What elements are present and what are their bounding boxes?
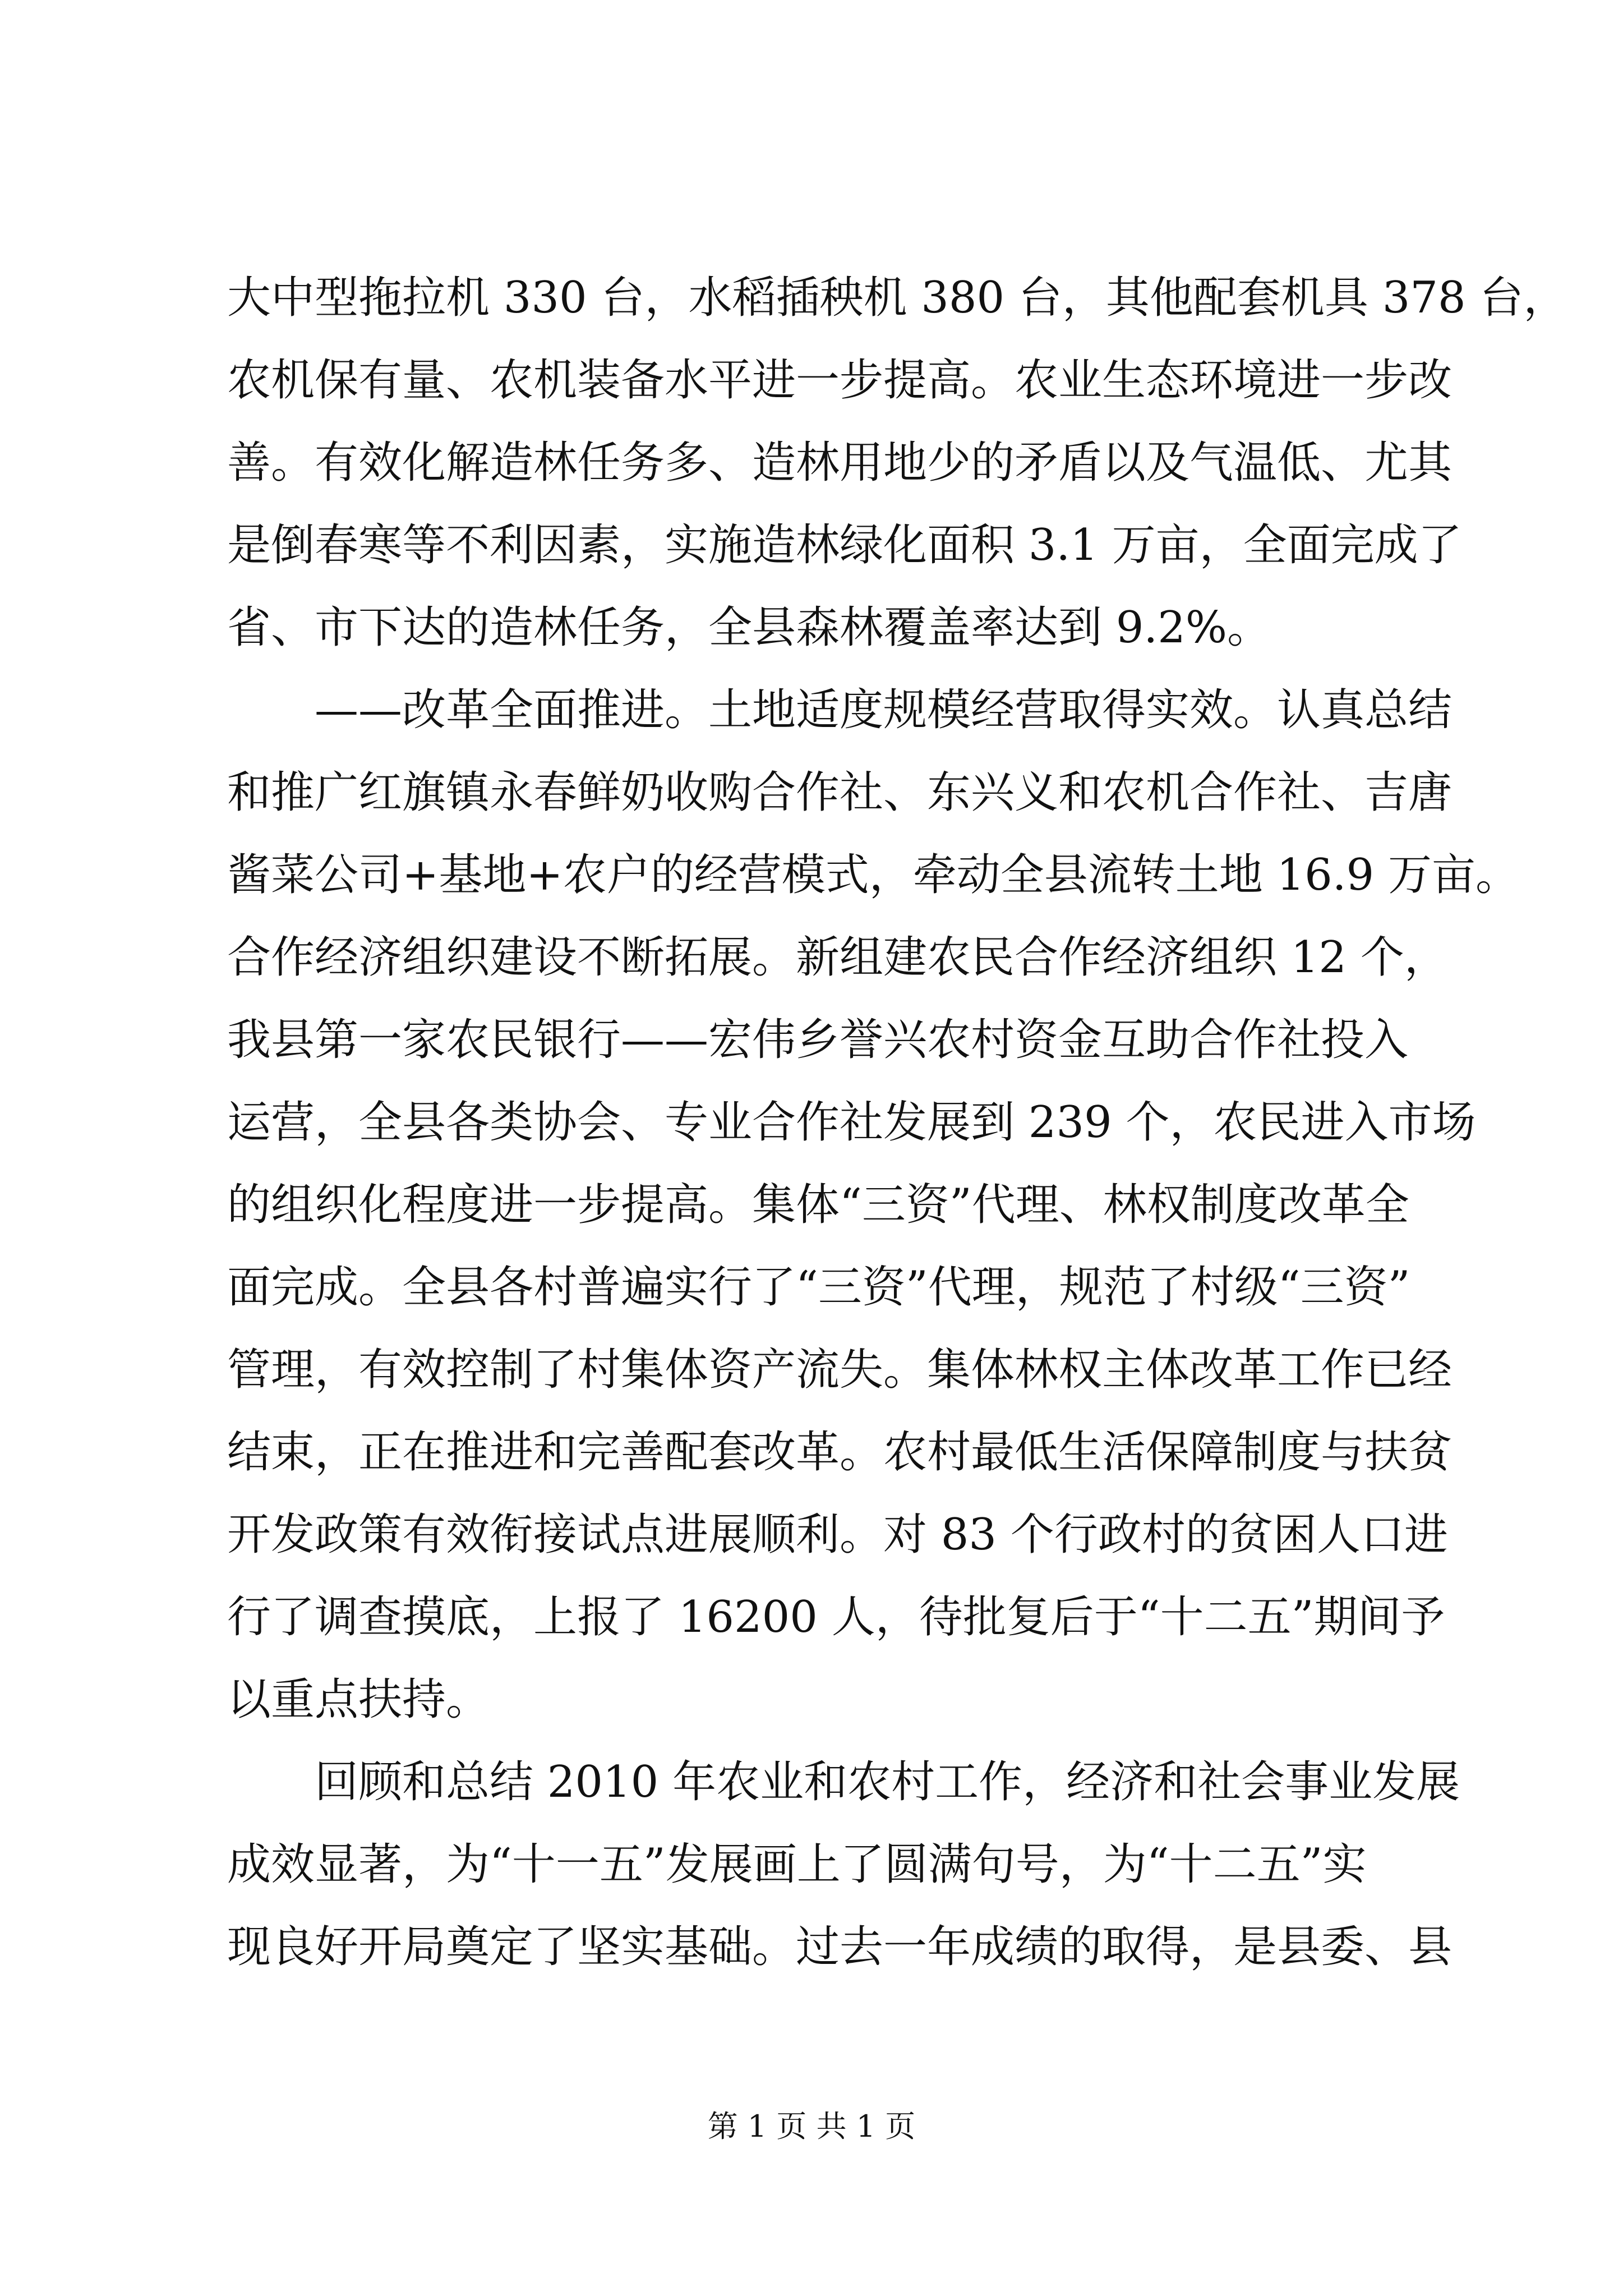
text-line: ——改革全面推进。土地适度规模经营取得实效。认真总结 — [227, 685, 1453, 735]
page-number: 第 1 页 共 1 页 — [707, 2109, 916, 2144]
text-line: 面完成。全县各村普遍实行了“三资”代理，规范了村级“三资” — [227, 1262, 1410, 1313]
text-line: 的组织化程度进一步提高。集体“三资”代理、林权制度改革全 — [227, 1180, 1409, 1230]
text-line: 是倒春寒等不利因素，实施造林绿化面积 3.1 万亩，全面完成了 — [227, 520, 1462, 570]
text-line: 和推广红旗镇永春鲜奶收购合作社、东兴义和农机合作社、吉唐 — [227, 767, 1453, 818]
text-line: 大中型拖拉机 330 台，水稻插秧机 380 台，其他配套机具 378 台， — [227, 273, 1567, 323]
body-text — [227, 257, 1567, 1989]
text-line: 我县第一家农民银行——宏伟乡誉兴农村资金互助合作社投入 — [227, 1015, 1409, 1065]
text-line: 农机保有量、农机装备水平进一步提高。农业生态环境进一步改 — [227, 355, 1453, 406]
text-line: 省、市下达的造林任务，全县森林覆盖率达到 9.2%。 — [227, 602, 1271, 653]
page-footer — [0, 2107, 1623, 2146]
text-line: 善。有效化解造林任务多、造林用地少的矛盾以及气温低、尤其 — [227, 438, 1453, 488]
text-line: 以重点扶持。 — [227, 1674, 490, 1725]
text-line: 酱菜公司+基地+农户的经营模式，牵动全县流转土地 16.9 万亩。 — [227, 850, 1519, 900]
text-line: 行了调查摸底，上报了 16200 人，待批复后于“十二五”期间予 — [227, 1592, 1445, 1642]
text-line: 运营，全县各类协会、专业合作社发展到 239 个，农民进入市场 — [227, 1097, 1476, 1148]
text-line: 管理，有效控制了村集体资产流失。集体林权主体改革工作已经 — [227, 1345, 1453, 1395]
text-line: 回顾和总结 2010 年农业和农村工作，经济和社会事业发展 — [227, 1757, 1460, 1807]
text-line: 合作经济组织建设不断拓展。新组建农民合作经济组织 12 个， — [227, 932, 1448, 983]
text-line: 开发政策有效衔接试点进展顺利。对 83 个行政村的贫困人口进 — [227, 1510, 1448, 1560]
text-line: 现良好开局奠定了坚实基础。过去一年成绩的取得，是县委、县 — [227, 1922, 1453, 1972]
text-line: 结束，正在推进和完善配套改革。农村最低生活保障制度与扶贫 — [227, 1427, 1453, 1478]
text-line: 成效显著，为“十一五”发展画上了圆满句号，为“十二五”实 — [227, 1839, 1367, 1890]
